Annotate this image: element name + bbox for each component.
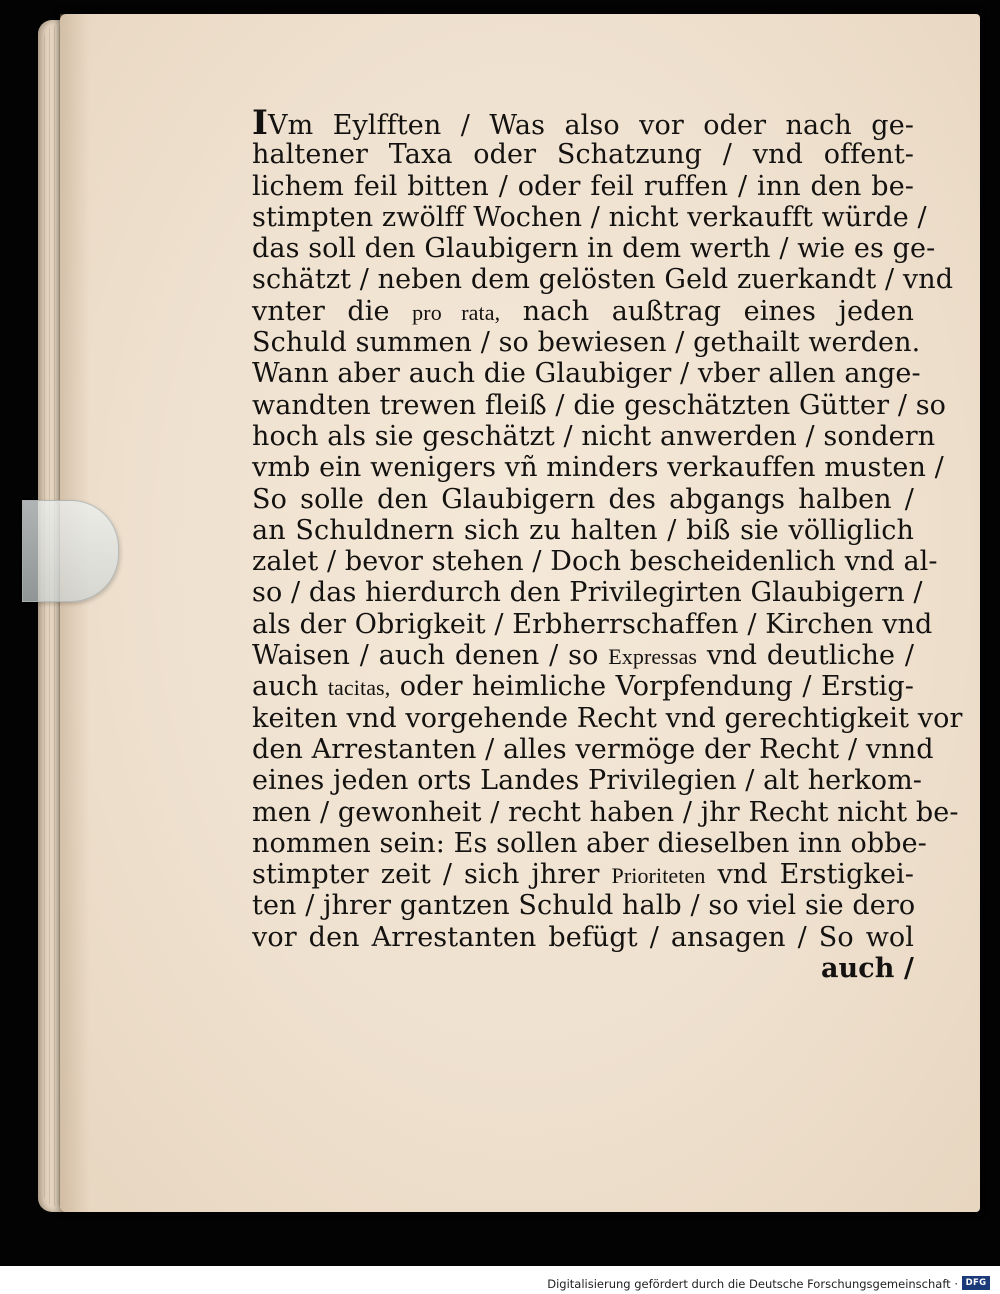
text-line-12: vmb ein wenigers vñ minders verkauffen musten / bbox=[252, 452, 944, 484]
latin-term: tacitas, bbox=[327, 675, 391, 701]
text-line-3: lichem feil bitten / oder feil ruffen / inn den be- bbox=[252, 170, 914, 202]
text-line-7: vnter die pro rata, nach außtrag eines jeden bbox=[252, 295, 914, 327]
text-line-2: haltener Taxa oder Schatzung / vnd offent- bbox=[252, 139, 914, 171]
text-line-21: den Arrestanten / alles vermöge der Recht / vnnd bbox=[252, 733, 934, 765]
drop-initial: I bbox=[252, 103, 269, 143]
text-line-26: ten / jhrer gantzen Schuld halb / so viel sie dero bbox=[252, 890, 916, 922]
text-line-16: so / das hierdurch den Privilegirten Glaubigern / bbox=[252, 577, 923, 609]
text-line-22: eines jeden orts Landes Privilegien / alt herkom- bbox=[252, 765, 923, 797]
dfg-logo[interactable]: DFG bbox=[962, 1276, 990, 1290]
text-line-20: keiten vnd vorgehende Recht vnd gerechtigkeit vor bbox=[252, 702, 963, 734]
text-line-23: men / gewonheit / recht haben / jhr Recht nicht be- bbox=[252, 796, 959, 828]
catchword: auch / bbox=[820, 953, 914, 985]
text-line-6: schätzt / neben dem gelösten Geld zuerkandt / vnd bbox=[252, 264, 954, 296]
text-line-9: Wann aber auch die Glaubiger / vber allen ange- bbox=[252, 358, 921, 390]
text-line-17: als der Obrigkeit / Erbherrschaffen / Kirchen vnd bbox=[252, 608, 933, 640]
text-line-18: Waisen / auch denen / so Expressas vnd deutliche / bbox=[252, 640, 915, 672]
latin-term: pro rata, bbox=[412, 299, 501, 325]
text-line-15: zalet / bevor stehen / Doch bescheidenlich vnd al- bbox=[252, 546, 938, 578]
text-line-11: hoch als sie geschätzt / nicht anwerden / sondern bbox=[252, 420, 936, 452]
text-line-1: IVm Eylfften / Was also vor oder nach ge- bbox=[252, 103, 914, 143]
latin-term: Prioriteten bbox=[611, 863, 706, 889]
text-line-19: auch tacitas, oder heimliche Vorpfendung / Erstig- bbox=[252, 671, 915, 703]
text-line-24: nommen sein: Es sollen aber dieselben inn obbe- bbox=[252, 827, 927, 859]
text-line-8: Schuld summen / so bewiesen / gethailt werden. bbox=[252, 327, 921, 359]
plastic-page-tab bbox=[22, 500, 119, 602]
text-line-4: stimpten zwölff Wochen / nicht verkaufft würde / bbox=[252, 201, 927, 233]
page-text-block bbox=[252, 103, 963, 985]
text-line-13: So solle den Glaubigern des abgangs halben / bbox=[252, 483, 914, 515]
text-line-5: das soll den Glaubigern in dem werth / wie es ge- bbox=[252, 233, 936, 265]
funding-notice: Digitalisierung gefördert durch die Deutsche Forschungsgemeinschaft · bbox=[547, 1277, 958, 1291]
text-line-10: wandten trewen fleiß / die geschätzten Gütter / so bbox=[252, 389, 947, 421]
text-line-27: vor den Arrestanten befügt / ansagen / So wol bbox=[252, 921, 914, 953]
latin-term: Expressas bbox=[608, 644, 698, 670]
text-line-14: an Schuldnern sich zu halten / biß sie völliglich bbox=[252, 514, 914, 546]
text-line-25: stimpter zeit / sich jhrer Prioriteten vnd Erstigkei- bbox=[252, 859, 915, 891]
